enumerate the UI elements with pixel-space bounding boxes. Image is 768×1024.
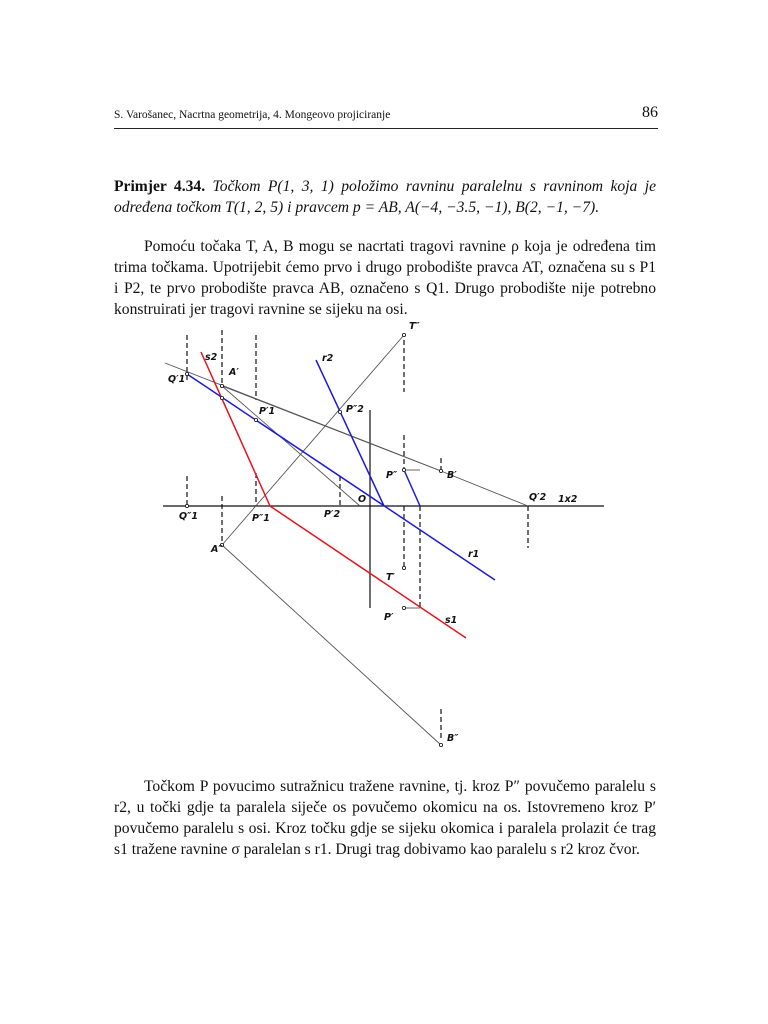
label-A1: A′	[229, 367, 239, 378]
label-T2: T″	[409, 321, 420, 332]
parallel-through-P2	[404, 470, 420, 506]
label-axis: 1x2	[558, 494, 578, 505]
label-P1: P′	[384, 612, 394, 623]
label-T1: T′	[386, 572, 395, 583]
label-Q1-1: Q′1	[168, 374, 186, 385]
label-Q1-2: Q″1	[179, 511, 198, 522]
label-P2-2: P″2	[346, 404, 364, 415]
paragraph-1: Pomoću točaka T, A, B mogu se nacrtati tragovi ravnine ρ koja je određena tim trima točkama. Upotrijebit ćemo prvo i drugo probodište pravca AT, označena su s P1 i P2, te prvo probodište pravca AB, označeno s Q1. Drugo probodište nije potrebno konstruirati jer tragovi ravnine se sijeku na osi.	[114, 238, 656, 318]
label-P1-2: P″1	[252, 513, 270, 524]
red-lines	[201, 352, 466, 638]
example-label: Primjer 4.34.	[114, 178, 206, 195]
label-O: O	[358, 494, 367, 505]
label-B1: B′	[447, 470, 457, 481]
running-title: S. Varošanec, Nacrtna geometrija, 4. Mongeovo projiciranje	[114, 109, 391, 121]
label-Q2-1: Q′2	[529, 492, 547, 503]
label-s1: s1	[445, 615, 458, 626]
label-P2-1: P′2	[324, 509, 341, 520]
label-B2: B″	[447, 733, 459, 744]
label-P2: P″	[386, 470, 398, 481]
trace-r2	[316, 360, 384, 506]
page-number: 86	[642, 104, 658, 121]
label-r2: r2	[322, 353, 334, 364]
label-A2: A″	[211, 544, 223, 555]
label-P1-1: P′1	[259, 406, 276, 417]
paragraph-2: Točkom P povucimo sutražnicu tražene ravnine, tj. kroz P″ povučemo paralelu s r2, u točki gdje ta paralela siječe os povučemo okomicu na os. Istovremeno kroz P′ povučemo paralelu s osi. Kroz točku gdje se sijeku okomica i paralela prolazit će trag s1 tražene ravnine σ paralelan s r1. Drugi trag dobivamo kao paralelu s r2 kroz čvor.	[114, 778, 656, 858]
trace-s1	[270, 506, 466, 638]
label-r1: r1	[468, 549, 480, 560]
label-s2: s2	[205, 352, 218, 363]
example-text: Točkom P(1, 3, 1) položimo ravninu paralelnu s ravninom koja je određena točkom T(1, 2, 5) i pravcem p = AB, A(−4, −3.5, −1), B(2, −1, −7).	[114, 178, 656, 216]
